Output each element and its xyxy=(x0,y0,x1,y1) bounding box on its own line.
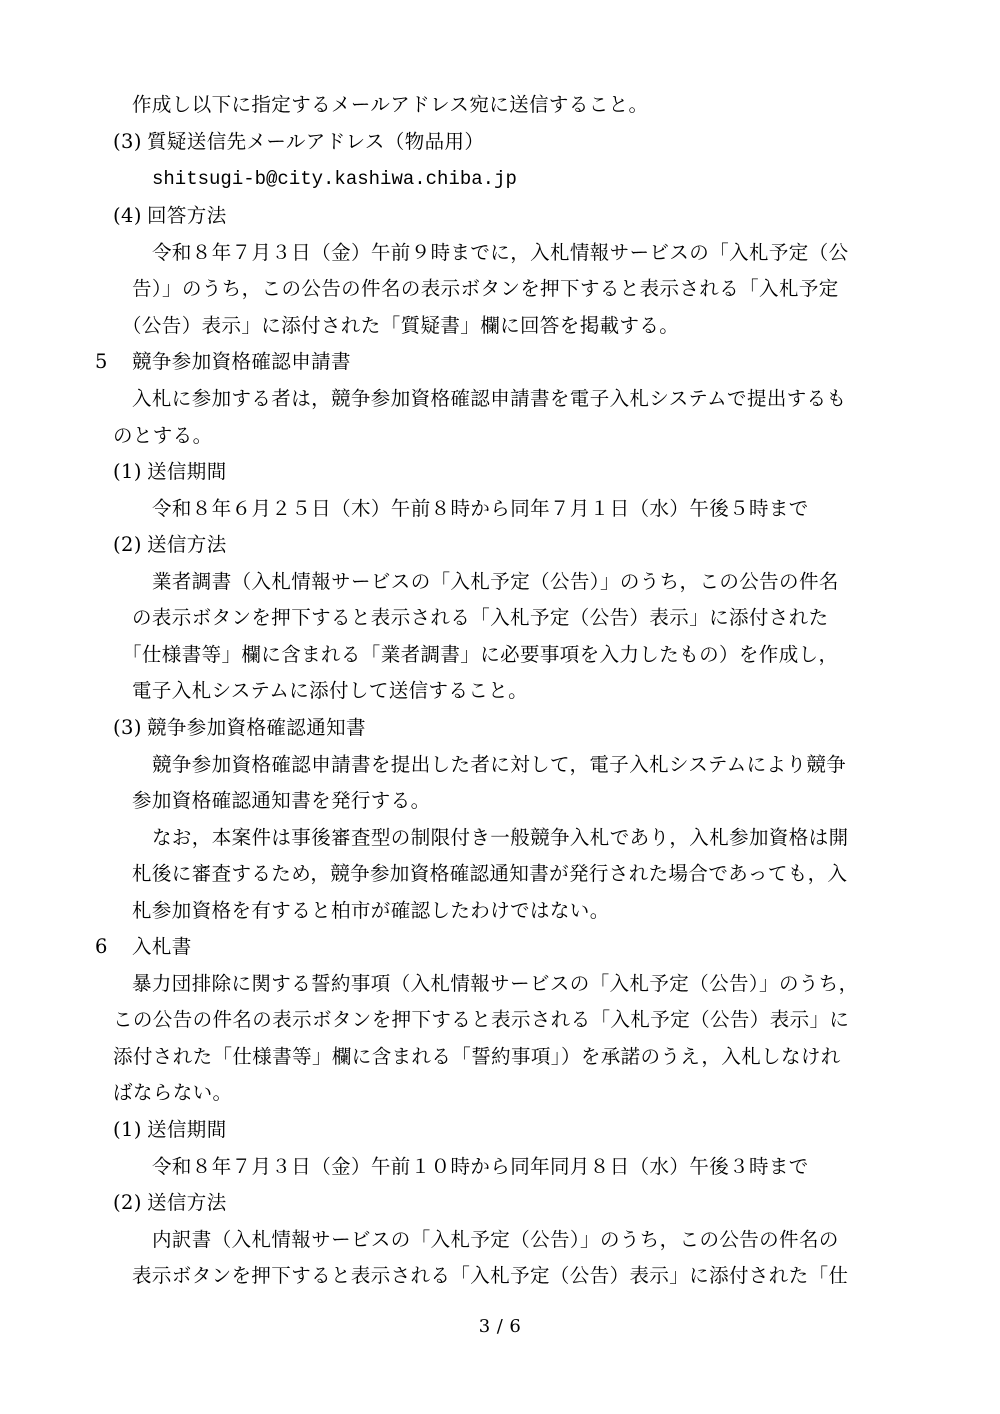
subsection-number: (3) xyxy=(113,130,142,153)
text-line: 作成し以下に指定するメールアドレス宛に送信すること。 xyxy=(132,93,649,116)
text-line: の表示ボタンを押下すると表示される「入札予定（公告）表示」に添付された xyxy=(132,606,829,629)
text-line: 札後に審査するため，競争参加資格確認通知書が発行された場合であっても，入 xyxy=(132,862,848,885)
subsection-title: 質疑送信先メールアドレス（物品用） xyxy=(147,130,485,153)
page-number: 3 / 6 xyxy=(478,1316,522,1337)
text-line: この公告の件名の表示ボタンを押下すると表示される「入札予定（公告）表示」に xyxy=(113,1008,850,1031)
text-line: 令和８年７月３日（金）午前１０時から同年同月８日（水）午後３時まで xyxy=(152,1155,809,1178)
text-line: 入札に参加する者は，競争参加資格確認申請書を電子入札システムで提出するも xyxy=(132,387,847,410)
subsection-number: (1) xyxy=(113,460,142,483)
section-6-heading xyxy=(95,934,192,960)
subsection-title: 送信方法 xyxy=(147,1191,227,1214)
subsection-4-heading xyxy=(113,203,227,229)
section-number: 5 xyxy=(95,350,108,373)
section-title: 入札書 xyxy=(132,935,192,958)
subsection-title: 送信期間 xyxy=(147,1118,227,1141)
subsection-title: 競争参加資格確認通知書 xyxy=(147,716,366,739)
subsection-number: (3) xyxy=(113,716,142,739)
subsection-title: 送信方法 xyxy=(147,533,227,556)
text-line: 告）」のうち，この公告の件名の表示ボタンを押下すると表示される「入札予定 xyxy=(132,277,839,300)
section-title: 競争参加資格確認申請書 xyxy=(132,350,351,373)
text-line: （公告）表示」に添付された「質疑書」欄に回答を掲載する。 xyxy=(122,314,680,337)
text-line: 業者調書（入札情報サービスの「入札予定（公告）」のうち，この公告の件名 xyxy=(152,570,839,593)
text-line: 令和８年７月３日（金）午前９時までに，入札情報サービスの「入札予定（公 xyxy=(152,241,849,264)
text-line: 札参加資格を有すると柏市が確認したわけではない。 xyxy=(132,899,610,922)
text-line: ばならない。 xyxy=(113,1081,233,1104)
section-number: 6 xyxy=(95,935,108,958)
text-line: 内訳書（入札情報サービスの「入札予定（公告）」のうち，この公告の件名の xyxy=(152,1228,839,1251)
text-line: 「仕様書等」欄に含まれる「業者調書」に必要事項を入力したもの）を作成し， xyxy=(122,643,839,666)
subsection-number: (2) xyxy=(113,533,142,556)
text-line: 競争参加資格確認申請書を提出した者に対して，電子入札システムにより競争 xyxy=(152,753,847,776)
subsection-3-heading xyxy=(113,129,484,155)
text-line: 暴力団排除に関する誓約事項（入札情報サービスの「入札予定（公告）」のうち， xyxy=(132,972,859,995)
subsection-1-heading xyxy=(113,459,227,485)
section-5-heading xyxy=(95,349,351,375)
subsection-title: 送信期間 xyxy=(147,460,227,483)
email-address: shitsugi-b@city.kashiwa.chiba.jp xyxy=(152,168,517,190)
subsection-3-heading xyxy=(113,715,366,741)
text-line: なお，本案件は事後審査型の制限付き一般競争入札であり，入札参加資格は開 xyxy=(152,826,849,849)
subsection-2-heading xyxy=(113,532,227,558)
subsection-1-heading xyxy=(113,1117,227,1143)
text-line: 添付された「仕様書等」欄に含まれる「誓約事項」）を承諾のうえ，入札しなけれ xyxy=(113,1045,841,1068)
text-line: 参加資格確認通知書を発行する。 xyxy=(132,789,431,812)
subsection-number: (2) xyxy=(113,1191,142,1214)
subsection-2-heading xyxy=(113,1190,227,1216)
text-line: 表示ボタンを押下すると表示される「入札予定（公告）表示」に添付された「仕 xyxy=(132,1264,849,1287)
subsection-number: (4) xyxy=(113,204,142,227)
text-line: 電子入札システムに添付して送信すること。 xyxy=(132,679,529,702)
subsection-number: (1) xyxy=(113,1118,142,1141)
text-line: 令和８年６月２５日（木）午前８時から同年７月１日（水）午後５時まで xyxy=(152,497,809,520)
text-line: のとする。 xyxy=(113,424,213,447)
subsection-title: 回答方法 xyxy=(147,204,227,227)
